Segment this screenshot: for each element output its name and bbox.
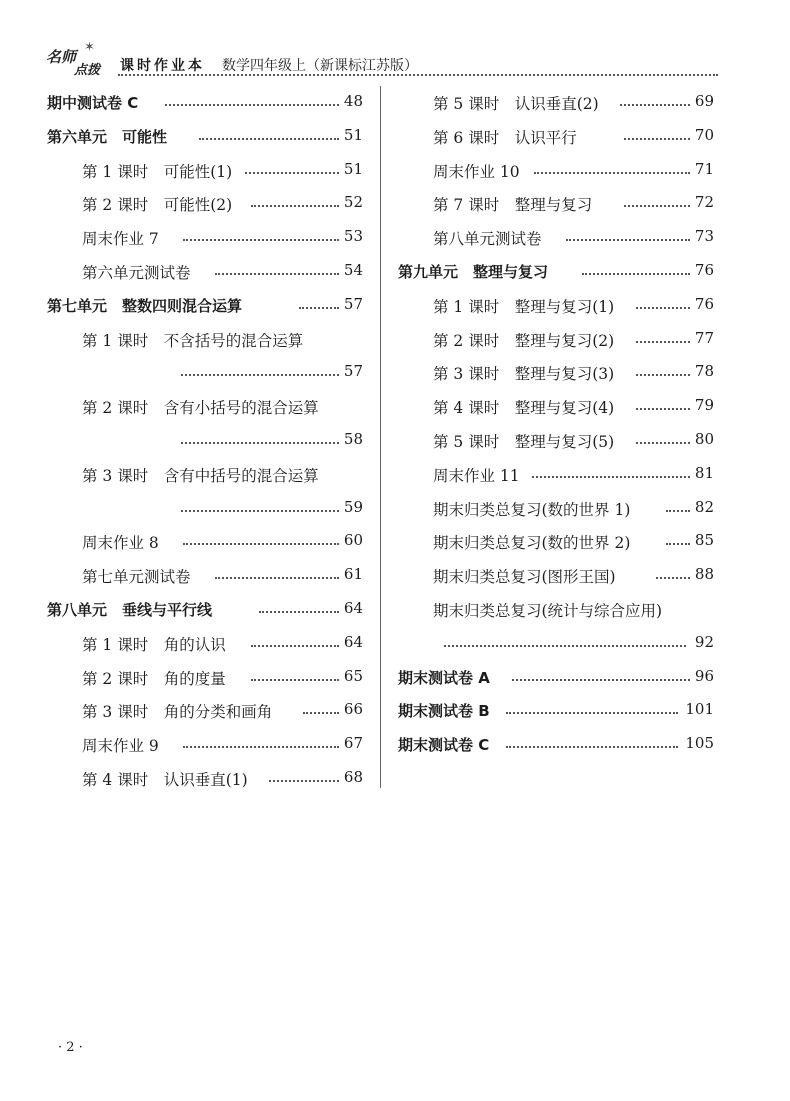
toc-label: 周末作业 7 — [82, 230, 159, 249]
toc-page: 73 — [694, 227, 714, 246]
toc-entry[interactable] — [47, 323, 363, 357]
dot-leader — [534, 172, 690, 174]
toc-left-column — [47, 86, 363, 796]
toc-label: 期末测试卷 A — [398, 668, 490, 687]
toc-entry[interactable] — [47, 154, 363, 188]
toc-page: 64 — [343, 598, 363, 617]
toc-label: 期末归类总复习(数的世界 1) — [433, 500, 631, 519]
toc-entry[interactable] — [47, 120, 363, 154]
toc-entry[interactable] — [398, 120, 714, 154]
toc-entry[interactable] — [398, 424, 714, 458]
star-icon: ✶ — [84, 40, 95, 55]
page-number: · 2 · — [58, 1040, 83, 1055]
toc-label: 第 2 课时 可能性(2) — [82, 196, 233, 215]
toc-entry[interactable] — [398, 255, 714, 289]
toc-label: 第八单元 垂线与平行线 — [47, 600, 213, 619]
toc-page: 70 — [694, 125, 714, 144]
toc-page: 52 — [343, 193, 363, 212]
page-header — [44, 42, 716, 76]
toc-entry[interactable] — [47, 221, 363, 255]
dot-leader — [251, 205, 339, 207]
dot-leader — [215, 273, 339, 275]
book-name: 课时作业本 — [120, 58, 205, 74]
logo-text-2: 点拨 — [74, 63, 101, 78]
toc-page: 58 — [343, 429, 363, 448]
toc-entry[interactable] — [398, 661, 714, 695]
toc-entry[interactable] — [47, 728, 363, 762]
dot-leader — [183, 543, 339, 545]
toc-entry[interactable] — [47, 458, 363, 492]
toc-page: 60 — [343, 531, 363, 550]
toc-entry[interactable] — [47, 255, 363, 289]
toc-entry[interactable] — [47, 187, 363, 221]
toc-entry[interactable] — [47, 390, 363, 424]
logo-text-1: 名师 — [46, 48, 77, 66]
toc-page: 51 — [343, 125, 363, 144]
toc-page: 72 — [694, 193, 714, 212]
dot-leader — [666, 543, 690, 545]
toc-label: 周末作业 11 — [433, 466, 520, 485]
toc-page: 48 — [343, 92, 363, 110]
dot-leader — [506, 712, 678, 714]
toc-label: 第八单元测试卷 — [433, 230, 542, 249]
dot-leader — [566, 239, 690, 241]
toc-right-column — [398, 86, 714, 762]
toc-page: 78 — [694, 362, 714, 381]
toc-label: 第七单元 整数四则混合运算 — [47, 296, 243, 315]
toc-entry[interactable] — [47, 525, 363, 559]
dot-leader — [181, 374, 339, 376]
toc-entry[interactable] — [398, 221, 714, 255]
toc-page: 81 — [694, 463, 714, 482]
toc-label: 第 4 课时 整理与复习(4) — [433, 399, 615, 418]
toc-label: 第 2 课时 整理与复习(2) — [433, 331, 615, 350]
dot-leader — [636, 307, 690, 309]
dot-leader — [636, 374, 690, 376]
toc-entry-continued[interactable] — [47, 424, 363, 458]
toc-page: 105 — [685, 734, 714, 753]
toc-label: 第六单元测试卷 — [82, 263, 191, 282]
toc-page: 82 — [694, 497, 714, 516]
toc-label: 期中测试卷 C — [47, 94, 139, 112]
dot-leader — [444, 645, 686, 647]
toc-page: 57 — [343, 362, 363, 381]
book-subtitle: 数学四年级上（新课标江苏版） — [222, 58, 418, 74]
toc-label: 第 7 课时 整理与复习 — [433, 196, 593, 215]
toc-label: 第七单元测试卷 — [82, 568, 191, 587]
toc-page: 92 — [694, 632, 714, 651]
dot-leader — [181, 442, 339, 444]
toc-entry-continued[interactable] — [47, 492, 363, 526]
dot-leader — [532, 476, 690, 478]
toc-page: 79 — [694, 396, 714, 415]
column-divider — [380, 86, 381, 788]
toc-page: 76 — [694, 260, 714, 279]
toc-label: 第 5 课时 认识垂直(2) — [433, 95, 599, 113]
toc-page: 76 — [694, 294, 714, 313]
toc-entry[interactable] — [398, 593, 714, 627]
toc-entry[interactable] — [47, 627, 363, 661]
toc-entry[interactable] — [398, 390, 714, 424]
toc-entry[interactable] — [47, 289, 363, 323]
toc-label: 第 3 课时 含有中括号的混合运算 — [82, 466, 319, 485]
toc-page: 88 — [694, 565, 714, 584]
toc-page: 68 — [343, 767, 363, 786]
dot-leader — [624, 205, 690, 207]
toc-label: 期末归类总复习(统计与综合应用) — [433, 601, 663, 620]
dot-leader — [636, 408, 690, 410]
toc-entry[interactable] — [47, 694, 363, 728]
toc-entry-continued[interactable] — [47, 356, 363, 390]
toc-entry[interactable] — [398, 86, 714, 120]
toc-page: 96 — [694, 666, 714, 685]
toc-page: 64 — [343, 632, 363, 651]
toc-label: 第 3 课时 角的分类和画角 — [82, 703, 273, 722]
dot-leader — [181, 510, 339, 512]
toc-entry[interactable] — [47, 86, 363, 120]
dot-leader — [183, 239, 339, 241]
dot-leader — [624, 138, 690, 140]
toc-page: 61 — [343, 565, 363, 584]
toc-label: 第 6 课时 认识平行 — [433, 128, 577, 147]
toc-label: 期末归类总复习(数的世界 2) — [433, 534, 631, 553]
toc-page: 66 — [343, 700, 363, 719]
toc-entry[interactable] — [398, 458, 714, 492]
toc-label: 第 3 课时 整理与复习(3) — [433, 365, 615, 384]
toc-label: 第 5 课时 整理与复习(5) — [433, 432, 615, 451]
toc-entry[interactable] — [398, 559, 714, 593]
dot-leader — [636, 341, 690, 343]
toc-label: 期末归类总复习(图形王国) — [433, 568, 616, 587]
toc-label: 第六单元 可能性 — [47, 127, 168, 146]
dot-leader — [656, 577, 690, 579]
toc-page: 59 — [343, 497, 363, 516]
dot-leader — [269, 780, 339, 782]
dot-leader — [215, 577, 339, 579]
dot-leader — [199, 138, 339, 140]
toc-label: 第 1 课时 可能性(1) — [82, 162, 233, 181]
toc-entry[interactable] — [47, 661, 363, 695]
dot-leader — [620, 104, 690, 106]
toc-entry[interactable] — [398, 154, 714, 188]
toc-label: 第九单元 整理与复习 — [398, 262, 549, 281]
toc-entry[interactable] — [398, 356, 714, 390]
toc-label: 周末作业 9 — [82, 737, 159, 756]
toc-entry[interactable] — [398, 525, 714, 559]
toc-entry[interactable] — [47, 593, 363, 627]
toc-page: 54 — [343, 260, 363, 279]
toc-entry[interactable] — [47, 559, 363, 593]
toc-page: 69 — [694, 92, 714, 110]
dot-leader — [251, 645, 339, 647]
dot-leader — [506, 746, 678, 748]
dot-leader — [299, 307, 339, 309]
toc-entry[interactable] — [398, 323, 714, 357]
toc-entry[interactable] — [398, 694, 714, 728]
toc-page: 71 — [694, 159, 714, 178]
toc-label: 第 2 课时 含有小括号的混合运算 — [82, 399, 319, 418]
dot-leader — [245, 172, 339, 174]
toc-entry[interactable] — [398, 492, 714, 526]
dot-leader — [303, 712, 339, 714]
toc-page: 101 — [685, 700, 714, 719]
toc-page: 80 — [694, 429, 714, 448]
toc-page: 51 — [343, 159, 363, 178]
toc-entry[interactable] — [47, 762, 363, 796]
toc-page: 65 — [343, 666, 363, 685]
dot-leader — [165, 104, 339, 106]
toc-label: 第 4 课时 认识垂直(1) — [82, 770, 248, 789]
toc-label: 期末测试卷 C — [398, 736, 490, 755]
dot-leader — [512, 679, 690, 681]
dot-leader — [636, 442, 690, 444]
toc-label: 第 2 课时 角的度量 — [82, 669, 226, 688]
toc-page: 85 — [694, 531, 714, 550]
toc-label: 周末作业 10 — [433, 162, 520, 181]
toc-page: 67 — [343, 734, 363, 753]
toc-page: 53 — [343, 227, 363, 246]
toc-page: 77 — [694, 328, 714, 347]
toc-label: 第 1 课时 角的认识 — [82, 635, 226, 654]
toc-label: 期末测试卷 B — [398, 702, 490, 721]
dot-leader — [183, 746, 339, 748]
toc-entry-continued[interactable] — [398, 627, 714, 661]
header-dotted-rule — [118, 74, 718, 76]
toc-label: 第 1 课时 不含括号的混合运算 — [82, 331, 304, 350]
toc-entry[interactable] — [398, 289, 714, 323]
toc-page: 57 — [343, 294, 363, 313]
toc-entry[interactable] — [398, 728, 714, 762]
toc-entry[interactable] — [398, 187, 714, 221]
toc-label: 第 1 课时 整理与复习(1) — [433, 297, 615, 316]
publisher-logo — [44, 42, 116, 76]
toc-label: 周末作业 8 — [82, 534, 159, 553]
dot-leader — [666, 510, 690, 512]
dot-leader — [259, 611, 339, 613]
dot-leader — [251, 679, 339, 681]
dot-leader — [582, 273, 690, 275]
